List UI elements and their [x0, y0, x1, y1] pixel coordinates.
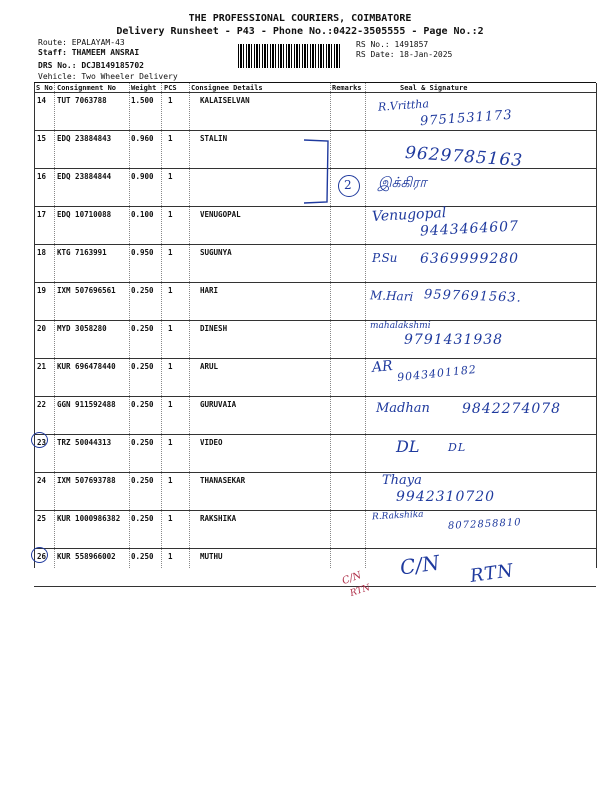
row-consignment-no: TUT 7063788 [57, 96, 107, 105]
staff-name: THAMEEM ANSRAI [71, 48, 140, 57]
row-pcs: 1 [168, 286, 173, 295]
row-pcs: 1 [168, 96, 173, 105]
row-signature: இக்கிரா [378, 175, 427, 191]
row-phone: 9791431938 [404, 332, 504, 348]
row-sno: 25 [37, 514, 47, 523]
row-consignee: SUGUNYA [200, 248, 232, 257]
row-consignee: ARUL [200, 362, 219, 371]
row-consignee: STALIN [200, 134, 228, 143]
row-signature: AR [371, 357, 394, 377]
row-weight: 0.250 [131, 552, 154, 561]
row-consignment-no: KUR 558966002 [57, 552, 116, 561]
row-consignment-no: KUR 1000986382 [57, 514, 121, 523]
row-signature: Thaya [382, 473, 422, 488]
row-weight: 0.250 [131, 476, 154, 485]
drs-number: DCJB149185702 [81, 61, 144, 70]
row-sno: 20 [37, 324, 47, 333]
row-weight: 0.100 [131, 210, 154, 219]
row-pcs: 1 [168, 324, 173, 333]
row-weight: 1.500 [131, 96, 154, 105]
route-label: Route: EPALAYAM-43 [38, 38, 125, 47]
row-pcs: 1 [168, 552, 173, 561]
row-phone: 9842274078 [462, 401, 562, 417]
row-consignee: MUTHU [200, 552, 223, 561]
row-consignee: RAKSHIKA [200, 514, 237, 523]
red-note-cn: C/N [340, 569, 364, 588]
red-note-rtn: RTN [348, 583, 372, 599]
row-sno: 18 [37, 248, 47, 257]
company-title: THE PROFESSIONAL COURIERS, COIMBATORE [188, 13, 412, 24]
row-consignment-no: KUR 696478440 [57, 362, 116, 371]
row-consignee: HARI [200, 286, 219, 295]
row-signature: C/N [398, 550, 442, 580]
row-23-circle [31, 432, 48, 448]
row-pcs: 1 [168, 248, 173, 257]
row-sno: 19 [37, 286, 47, 295]
rs-number: RS No.: 1491857 [356, 40, 429, 49]
row-26-circle [31, 547, 48, 563]
row-consignment-no: GGN 911592488 [57, 400, 116, 409]
row-sno: 22 [37, 400, 47, 409]
row-weight: 0.960 [131, 134, 154, 143]
row-pcs: 1 [168, 134, 173, 143]
row-consignee: DINESH [200, 324, 228, 333]
row-phone: DL [448, 441, 467, 454]
row-signature: mahalakshmi [370, 321, 431, 331]
vehicle-label: Vehicle: Two Wheeler Delivery [38, 72, 178, 81]
remarks-mark: 2 [344, 178, 352, 192]
row-weight: 0.250 [131, 324, 154, 333]
row-signature: Madhan [376, 401, 430, 416]
row-signature: R.Rakshika [371, 509, 424, 523]
row-pcs: 1 [168, 400, 173, 409]
row-pcs: 1 [168, 476, 173, 485]
row-pcs: 1 [168, 210, 173, 219]
row-sno: 24 [37, 476, 47, 485]
row-sno: 23 [37, 438, 47, 447]
row-consignment-no: IXM 507696561 [57, 286, 116, 295]
row-sno: 21 [37, 362, 47, 371]
row-pcs: 1 [168, 438, 173, 447]
row-signature: M.Hari [369, 288, 414, 304]
staff-label: Staff: [38, 48, 67, 57]
column-header-remarks: Remarks [332, 84, 362, 92]
column-header-consignee: Consignee Details [191, 84, 263, 92]
row-pcs: 1 [168, 514, 173, 523]
row-signature: P.Su [372, 251, 398, 265]
row-consignment-no: EDQ 10710088 [57, 210, 112, 219]
row-pcs: 1 [168, 172, 173, 181]
row-signature: DL [396, 437, 420, 456]
row-sno: 26 [37, 552, 47, 561]
row-consignment-no: KTG 7163991 [57, 248, 107, 257]
row-signature: Venugopal [371, 205, 447, 225]
row-phone: 9751531173 [419, 107, 514, 130]
row-sno: 16 [37, 172, 47, 181]
row-weight: 0.250 [131, 286, 154, 295]
row-phone: 8072858810 [447, 517, 522, 532]
row-consignee: KALAISELVAN [200, 96, 250, 105]
row-consignment-no: EDQ 23884844 [57, 172, 112, 181]
row-consignee: VENUGOPAL [200, 210, 241, 219]
row-weight: 0.250 [131, 400, 154, 409]
row-sno: 15 [37, 134, 47, 143]
row-weight: 0.900 [131, 172, 154, 181]
drs-label: DRS No.: [38, 61, 77, 70]
row-consignment-no: IXM 507693788 [57, 476, 116, 485]
row-weight: 0.250 [131, 362, 154, 371]
runsheet-subtitle: Delivery Runsheet - P43 - Phone No.:0422-3505555 - Page No.:2 [116, 26, 484, 37]
row-consignee: THANASEKAR [200, 476, 246, 485]
rs-date: RS Date: 18-Jan-2025 [356, 50, 453, 59]
row-pcs: 1 [168, 362, 173, 371]
row-phone: 9043401182 [396, 362, 478, 385]
column-header-weight: Weight [131, 84, 157, 92]
row-sno: 14 [37, 96, 47, 105]
row-phone: RTN [468, 560, 516, 587]
column-header-sno: S No [36, 84, 53, 92]
column-header-seal-signature: Seal & Signature [400, 84, 468, 92]
row-phone: 6369999280 [420, 251, 520, 267]
row-consignee: VIDEO [200, 438, 223, 447]
column-header-pcs: PCS [164, 84, 177, 92]
row-signature: R.Vrittha [377, 97, 430, 114]
row-consignee: GURUVAIA [200, 400, 237, 409]
row-weight: 0.950 [131, 248, 154, 257]
row-phone: 9942310720 [396, 489, 496, 505]
row-sno: 17 [37, 210, 47, 219]
row-weight: 0.250 [131, 514, 154, 523]
row-consignment-no: MYD 3058280 [57, 324, 107, 333]
row-phone: 9629785163 [404, 142, 524, 172]
row-weight: 0.250 [131, 438, 154, 447]
row-phone: 9597691563. [423, 287, 523, 306]
row-consignment-no: TRZ 50044313 [57, 438, 112, 447]
row-phone: 9443464607 [419, 218, 520, 240]
row-consignment-no: EDQ 23884843 [57, 134, 112, 143]
column-header-consignment: Consignment No [57, 84, 117, 92]
